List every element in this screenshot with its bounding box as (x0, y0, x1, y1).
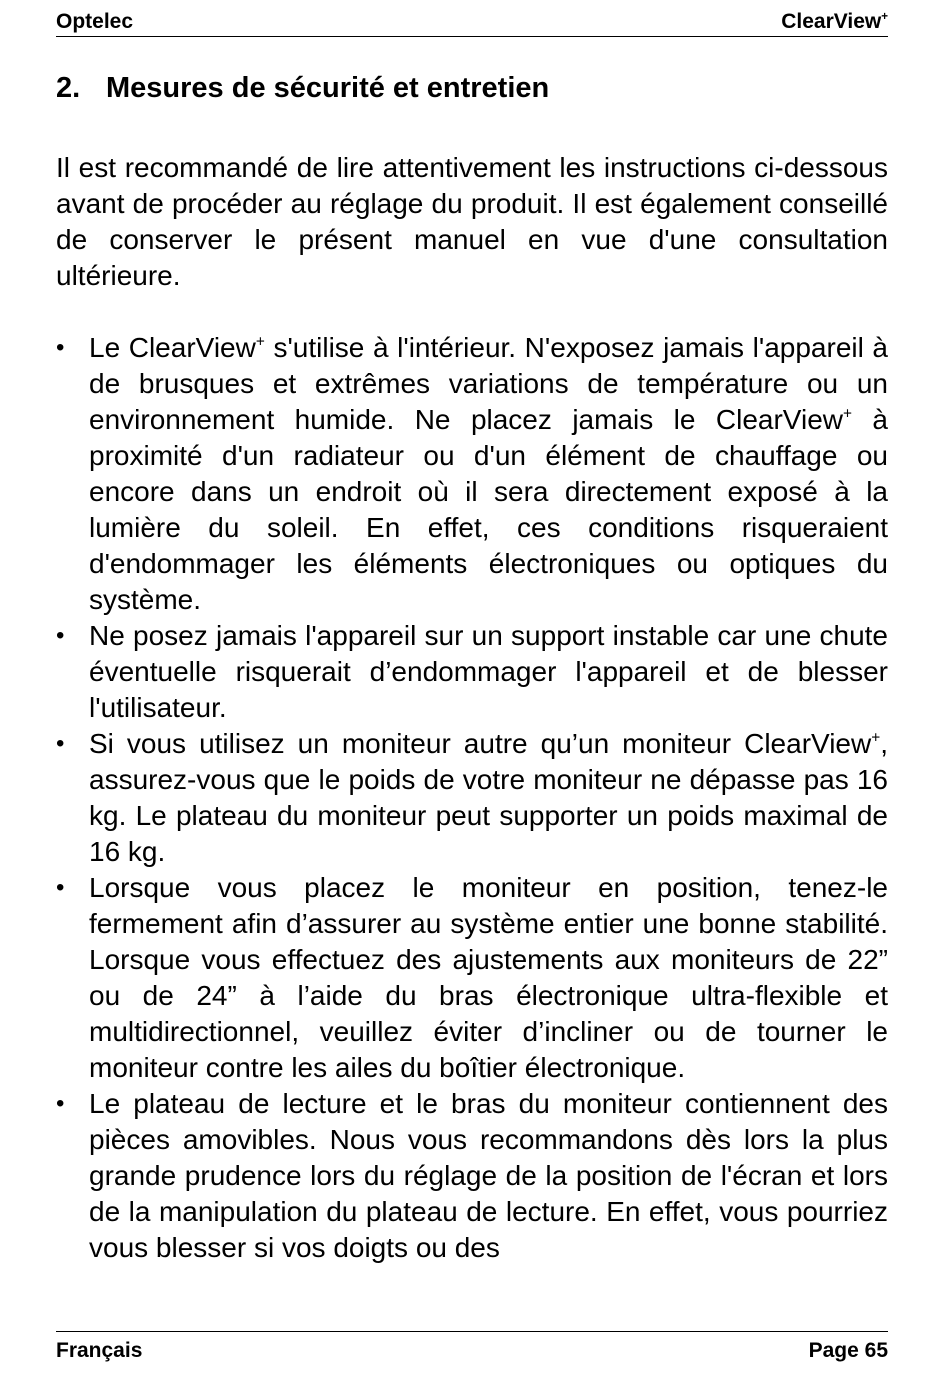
list-item-text: Le plateau de lecture et le bras du moniteur contiennent des pièces amovibles. Nous vous recommandons dès lors la plus grande prudence lors du réglage de la position de l'écran et lors de la manipulation du plateau de lecture. En effet, vous pourriez vous blesser si vos doigts ou des (89, 1088, 888, 1263)
text-part: , assurez-vous que le poids de votre moniteur ne dépasse pas 16 kg. Le plateau du moniteur peut supporter un poids maximal de 16 kg. (89, 728, 888, 867)
bullet-icon: • (56, 622, 65, 649)
list-item-text (89, 332, 888, 615)
header-product-name: ClearView (781, 10, 882, 33)
bullet-icon: • (56, 730, 65, 757)
list-item (56, 618, 888, 726)
section-number: 2. (56, 72, 81, 104)
superscript: + (871, 729, 881, 747)
page-body (56, 150, 888, 1266)
text-part: Si vous utilisez un moniteur autre qu’un moniteur ClearView (89, 728, 872, 759)
page-header (56, 8, 888, 37)
header-company: Optelec (56, 10, 134, 33)
list-item (56, 1086, 888, 1266)
superscript: + (255, 333, 265, 351)
header-product-sup: + (881, 11, 888, 23)
text-part: s'utilise à l'intérieur. N'exposez jamais l'appareil à de brusques et extrêmes variations de température ou un environnement humide. Ne placez jamais le ClearView (89, 332, 888, 435)
list-item (56, 726, 888, 870)
section-title (56, 72, 549, 105)
list-item (56, 330, 888, 618)
intro-paragraph: Il est recommandé de lire attentivement les instructions ci-dessous avant de procéder au réglage du produit. Il est également conseillé de conserver le présent manuel en vue d'une consultation ultérieure. (56, 152, 888, 291)
superscript: + (842, 405, 852, 423)
text-part: Le ClearView (89, 332, 256, 363)
header-product (781, 10, 888, 34)
safety-list (56, 330, 888, 1266)
section-title-text: Mesures de sécurité et entretien (106, 72, 550, 104)
list-item (56, 870, 888, 1086)
text-part: à proximité d'un radiateur ou d'un élément de chauffage ou encore dans un endroit où il sera directement exposé à la lumière du soleil. En effet, ces conditions risqueraient d'endommager les éléments électroniques ou optiques du système. (89, 404, 888, 615)
bullet-icon: • (56, 874, 65, 901)
page-footer (56, 1331, 888, 1372)
list-item-text (89, 728, 888, 867)
footer-language: Français (56, 1339, 143, 1362)
footer-page-number: Page 65 (808, 1339, 888, 1362)
list-item-text: Lorsque vous placez le moniteur en position, tenez-le fermement afin d’assurer au système entier une bonne stabilité. Lorsque vous effectuez des ajustements aux moniteurs de 22” ou de 24” à l’aide du bras électronique ultra-flexible et multidirectionnel, veuillez éviter d’incliner ou de tourner le moniteur contre les ailes du boîtier électronique. (89, 872, 888, 1083)
list-item-text: Ne posez jamais l'appareil sur un support instable car une chute éventuelle risquerait d’endommager l'appareil et de blesser l'utilisateur. (89, 620, 888, 723)
bullet-icon: • (56, 1090, 65, 1117)
bullet-icon: • (56, 334, 65, 361)
